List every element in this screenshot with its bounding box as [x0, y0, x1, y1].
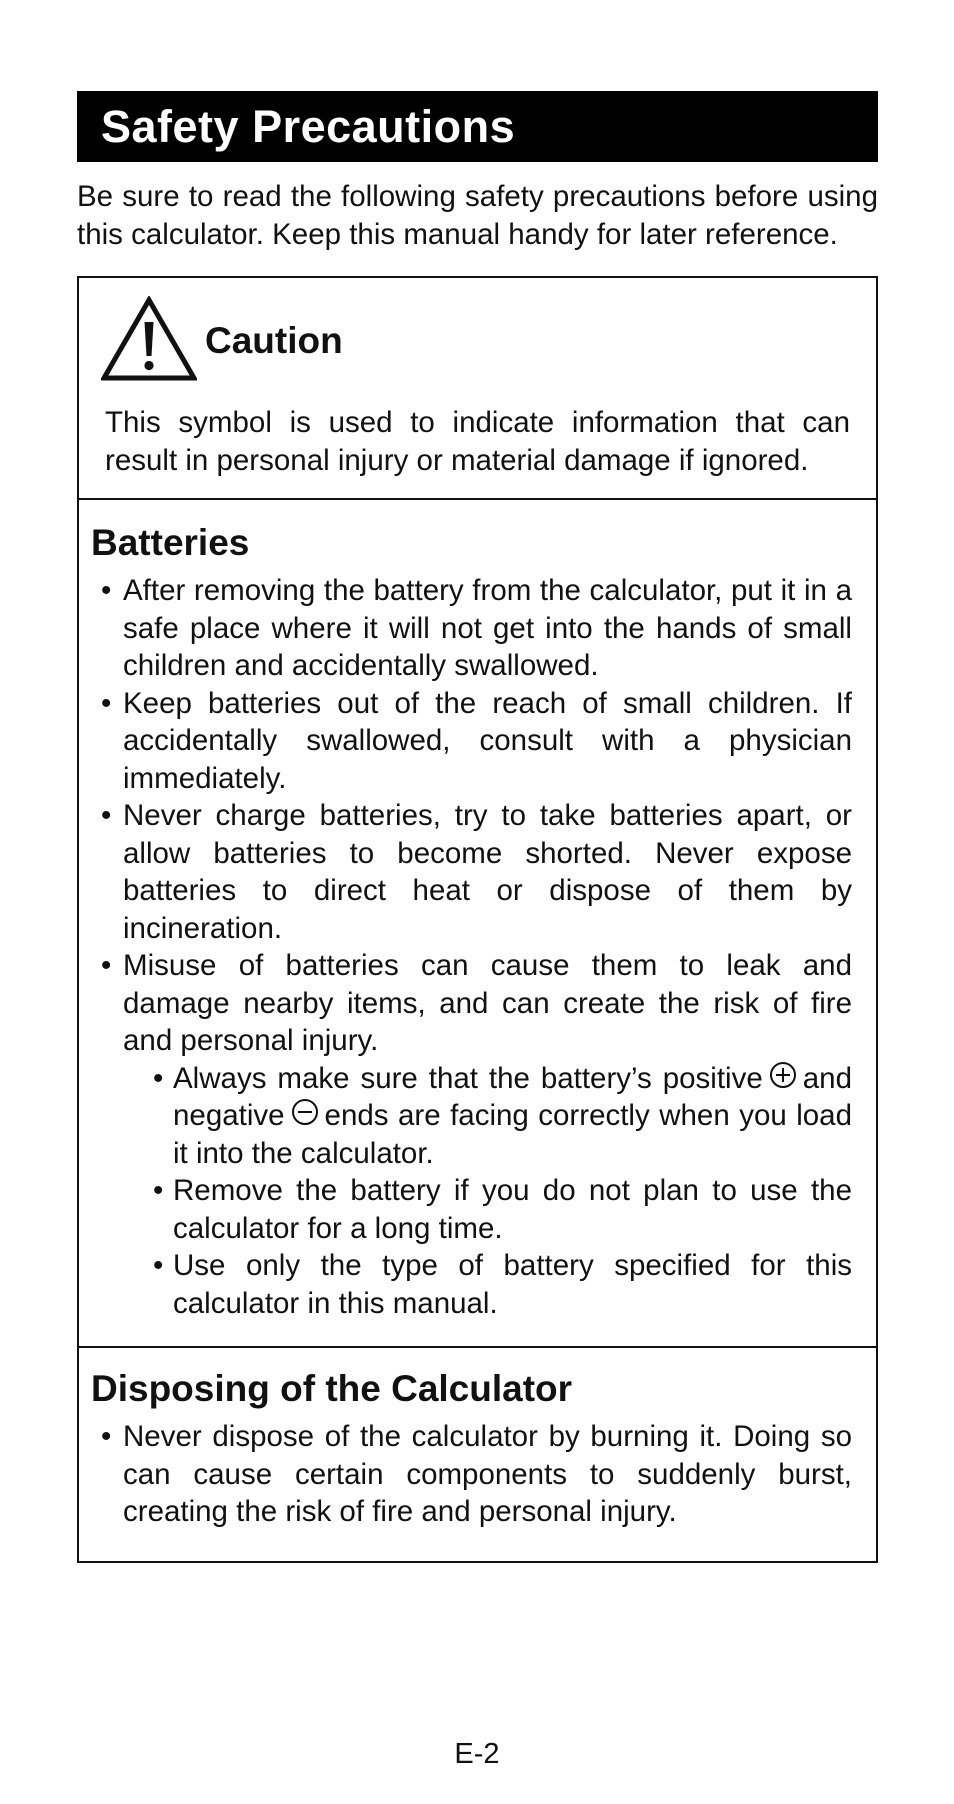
list-item-text: Use only the type of battery specified for this calculator in this manual.: [173, 1249, 852, 1320]
caution-description: This symbol is used to indicate information that can result in personal injury or material damage if ignored.: [105, 406, 850, 477]
page-number: E-2: [454, 1738, 500, 1770]
batteries-heading: Batteries: [91, 522, 250, 563]
bullet-dot: •: [153, 1061, 164, 1095]
polarity-text-start: Always make sure that the battery’s positive: [173, 1061, 763, 1095]
safety-box: [77, 276, 878, 1563]
caution-title: Caution: [205, 320, 343, 361]
list-item: [91, 1418, 852, 1531]
disposal-heading: Disposing of the Calculator: [91, 1368, 573, 1409]
bullet-dot: •: [101, 949, 112, 982]
list-item-text: Never charge batteries, try to take batteries apart, or allow batteries to become shorted. Never expose batteries to direct heat or dispose of them by incineration.: [123, 799, 852, 945]
batteries-sublist: [123, 1060, 852, 1323]
bullet-dot: •: [101, 799, 112, 832]
bullet-dot: •: [101, 1420, 112, 1453]
bullet-dot: •: [101, 574, 112, 607]
list-item: [91, 572, 852, 685]
polarity-text-end: ends are facing correctly when you load it into the calculator.: [173, 1099, 852, 1170]
batteries-list: [91, 572, 852, 1322]
circled-plus-icon: [769, 1061, 797, 1089]
list-item-text: Keep batteries out of the reach of small children. If accidentally swallowed, consult with a physician immediately.: [123, 686, 852, 795]
list-item-text: After removing the battery from the calculator, put it in a safe place where it will not get into the hands of small children and accidentally swallowed.: [123, 574, 852, 682]
bullet-dot: •: [153, 1174, 164, 1207]
bullet-dot: •: [153, 1249, 164, 1282]
intro-paragraph: Be sure to read the following safety precautions before using this calculator. Keep this manual handy for later reference.: [77, 180, 878, 251]
list-item: [91, 685, 852, 798]
disposal-section: [79, 1346, 876, 1561]
circled-minus-icon: [291, 1098, 319, 1126]
polarity-text-middle: and negative: [173, 1061, 852, 1132]
sublist-item-polarity: [123, 1060, 852, 1173]
batteries-section: [79, 498, 876, 1346]
bullet-dot: •: [101, 686, 112, 720]
list-item: [123, 1247, 852, 1322]
list-item: [91, 797, 852, 947]
list-item: [91, 947, 852, 1322]
list-item: [123, 1172, 852, 1247]
caution-header: [101, 296, 850, 382]
manual-page: [77, 91, 878, 1563]
list-item-text: Never dispose of the calculator by burning it. Doing so can cause certain components to suddenly burst, creating the risk of fire and personal injury.: [123, 1420, 852, 1528]
list-item-text: Misuse of batteries can cause them to leak and damage nearby items, and can create the risk of fire and personal injury.: [123, 949, 852, 1057]
title-bar: [77, 91, 878, 162]
list-item-text: Remove the battery if you do not plan to use the calculator for a long time.: [173, 1174, 852, 1245]
caution-section: [79, 278, 876, 498]
page-title: Safety Precautions: [101, 100, 516, 152]
disposal-list: [91, 1418, 852, 1531]
warning-triangle-icon: [101, 296, 197, 382]
